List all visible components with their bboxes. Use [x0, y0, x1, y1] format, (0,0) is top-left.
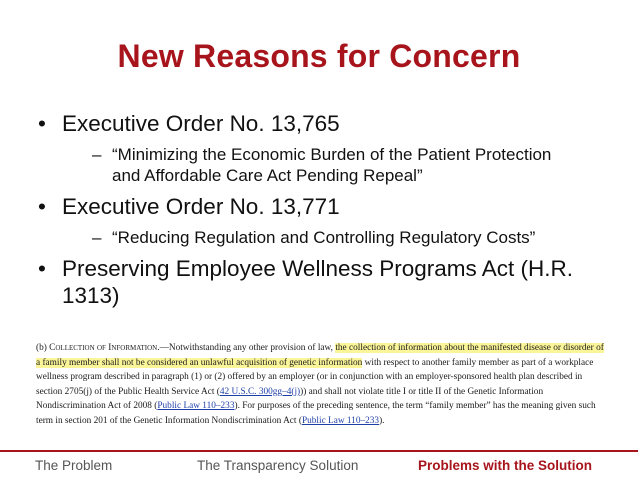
footer-item-problems-with-solution[interactable]: Problems with the Solution — [418, 458, 593, 473]
excerpt-text: Notwithstanding any other provision of law, — [168, 343, 336, 353]
sub-bullet-text: “Reducing Regulation and Controlling Regulatory Costs” — [112, 228, 536, 247]
statute-excerpt — [36, 341, 606, 429]
sub-bullet-text: “Minimizing the Economic Burden of the Patient Protection and Affordable Care Act Pending Repeal” — [112, 145, 552, 185]
sub-bullet-item — [92, 144, 582, 186]
citation-link[interactable]: Public Law 110–233 — [301, 415, 380, 426]
bullet-item — [38, 193, 618, 220]
citation-link[interactable]: 42 U.S.C. 300gg–4(j) — [219, 386, 301, 397]
highlighted-text: the collection of information about the manifested disease or disorder of a family member shall not be considered an unlawful acquisition of genetic information — [36, 343, 604, 368]
dash-glyph: – — [92, 228, 102, 247]
excerpt-text: )) and shall not violate title I or title II of the Genetic Information Nondiscrimination Act of 2008 ( — [36, 386, 544, 412]
citation-link[interactable]: Public Law 110–233 — [157, 401, 235, 412]
footer-item-problem[interactable]: The Problem — [35, 458, 113, 473]
dash-glyph: – — [92, 145, 102, 164]
footer-nav — [0, 452, 638, 479]
footer-item-transparency-solution[interactable]: The Transparency Solution — [197, 458, 359, 473]
bullet-item — [38, 255, 618, 309]
excerpt-text: ). — [379, 415, 385, 426]
bullet-glyph: • — [38, 194, 46, 219]
excerpt-text: with respect to another family member as part of a workplace wellness program described in paragraph (1) or (2) offered by an employer (or in conjunction with an employer-sponsored health plan described in section 2705(j) of the Public Health Service Act ( — [36, 357, 594, 397]
slide-title: New Reasons for Concern — [117, 38, 521, 74]
bullet-item — [38, 110, 618, 137]
excerpt-label-dash: — — [159, 343, 169, 353]
bullet-glyph: • — [38, 111, 46, 136]
sub-bullet-item — [92, 227, 582, 248]
bullet-text: Executive Order No. 13,771 — [62, 194, 340, 219]
bullet-list — [38, 110, 618, 316]
excerpt-text: ). For purposes of the preceding sentence, the term “family member” has the meaning given such term in section 201 of the Genetic Information Nondiscrimination Act ( — [36, 401, 596, 426]
excerpt-label-heading: Collection of Information. — [49, 343, 160, 353]
bullet-text: Executive Order No. 13,765 — [62, 111, 340, 136]
bullet-text: Preserving Employee Wellness Programs Act (H.R. 1313) — [62, 256, 574, 308]
excerpt-label-prefix: (b) — [36, 343, 50, 353]
bullet-glyph: • — [38, 256, 46, 281]
